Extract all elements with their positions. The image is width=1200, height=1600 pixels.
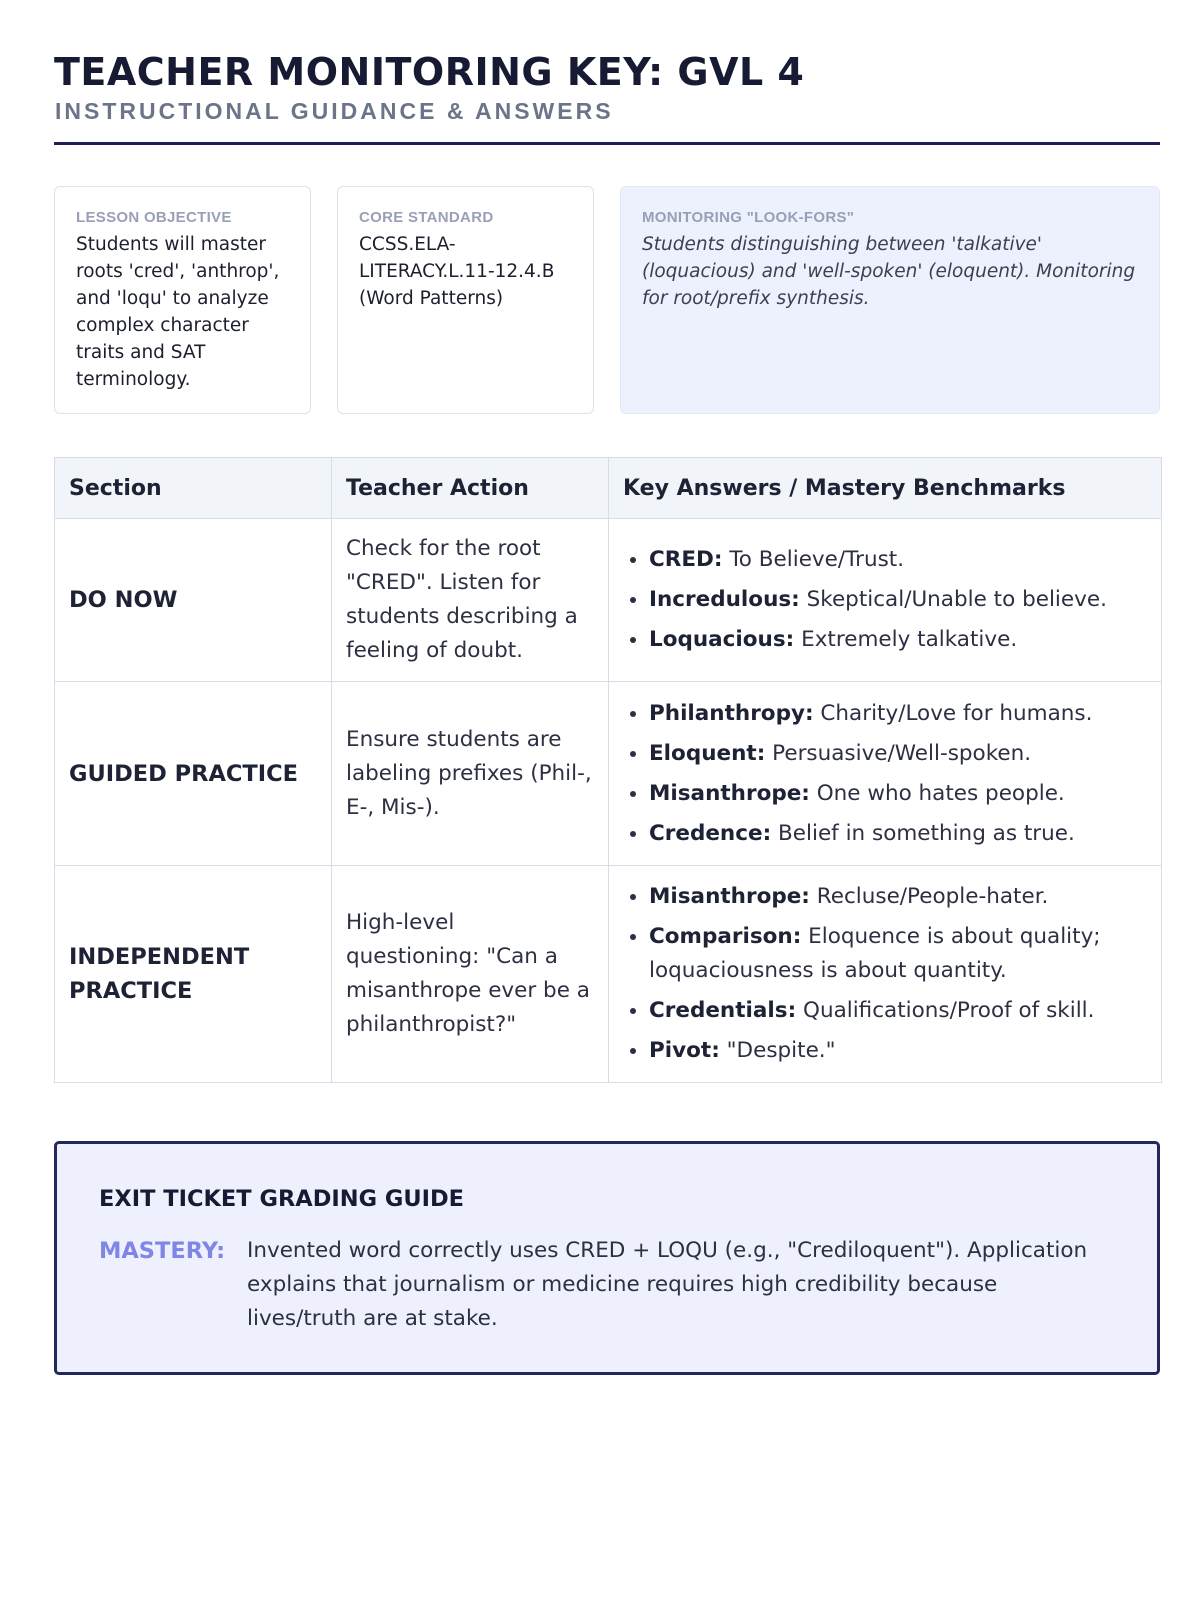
answer-definition: To Believe/Trust.: [729, 547, 905, 572]
teacher-action-cell: Ensure students are labeling prefixes (Phil-, E-, Mis-).: [332, 682, 609, 866]
core-standard-label: CORE STANDARD: [359, 209, 494, 226]
answer-definition: Persuasive/Well-spoken.: [772, 740, 1032, 766]
answer-definition: One who hates people.: [816, 780, 1065, 806]
answer-term: Credence:: [649, 820, 772, 846]
answer-list: [623, 543, 1147, 657]
lesson-objective-text: Students will master roots 'cred', 'anthrop', and 'loqu' to analyze complex character traits and SAT terminology.: [76, 234, 280, 390]
column-header-section: Section: [55, 458, 332, 519]
answer-term: Eloquent:: [649, 740, 766, 766]
header-divider: [54, 142, 1160, 145]
answer-definition: Eloquence is about quality; loquaciousness is about quantity.: [649, 924, 1101, 983]
answer-item: [649, 920, 1147, 988]
answer-item: [649, 737, 1147, 771]
teacher-action-cell: Check for the root "CRED". Listen for students describing a feeling of doubt.: [332, 519, 609, 682]
page-subtitle: INSTRUCTIONAL GUIDANCE & ANSWERS: [55, 98, 614, 124]
look-fors-card: [620, 186, 1160, 414]
key-answers-cell: [609, 519, 1162, 682]
mastery-label: MASTERY:: [99, 1238, 226, 1264]
answer-item: [649, 994, 1147, 1028]
answer-term: Incredulous:: [649, 587, 800, 612]
answer-term: Philanthropy:: [649, 700, 814, 726]
exit-ticket-panel: [54, 1141, 1160, 1375]
look-fors-label: MONITORING "LOOK-FORS": [642, 209, 855, 226]
answer-definition: Recluse/People-hater.: [816, 884, 1049, 909]
answer-item: [649, 543, 1147, 577]
key-answers-cell: [609, 682, 1162, 866]
answer-term: CRED:: [649, 547, 723, 572]
table-header-row: [55, 458, 1162, 519]
monitoring-table: [54, 457, 1162, 1083]
answer-item: [649, 817, 1147, 851]
table-row: [55, 519, 1162, 682]
answer-definition: Skeptical/Unable to believe.: [806, 587, 1107, 612]
answer-item: [649, 583, 1147, 617]
column-header-key-answers: Key Answers / Mastery Benchmarks: [609, 458, 1162, 519]
answer-definition: Qualifications/Proof of skill.: [803, 998, 1095, 1023]
core-standard-card: [337, 186, 594, 414]
answer-term: Comparison:: [649, 924, 802, 949]
lesson-objective-label: LESSON OBJECTIVE: [76, 209, 232, 226]
answer-definition: Extremely talkative.: [801, 627, 1018, 652]
answer-item: [649, 697, 1147, 731]
answer-term: Misanthrope:: [649, 884, 810, 909]
lesson-objective-card: [54, 186, 311, 414]
answer-term: Pivot:: [649, 1038, 720, 1063]
answer-term: Misanthrope:: [649, 780, 810, 806]
table-row: [55, 682, 1162, 866]
table-row: [55, 866, 1162, 1083]
key-answers-cell: [609, 866, 1162, 1083]
answer-item: [649, 880, 1147, 914]
page-title: TEACHER MONITORING KEY: GVL 4: [54, 50, 805, 94]
answer-list: [623, 697, 1147, 851]
answer-definition: Belief in something as true.: [778, 820, 1075, 846]
look-fors-text: Students distinguishing between 'talkative' (loquacious) and 'well-spoken' (eloquent). Monitoring for root/prefix synthesis.: [642, 234, 1136, 309]
answer-item: [649, 777, 1147, 811]
core-standard-text: CCSS.ELA-LITERACY.L.11-12.4.B (Word Patterns): [359, 234, 555, 309]
answer-item: [649, 623, 1147, 657]
section-cell: GUIDED PRACTICE: [55, 682, 332, 866]
answer-term: Loquacious:: [649, 627, 795, 652]
answer-definition: "Despite.": [726, 1038, 836, 1063]
answer-definition: Charity/Love for humans.: [820, 700, 1093, 726]
mastery-text: Invented word correctly uses CRED + LOQU (e.g., "Crediloquent"). Application explains that journalism or medicine requires high credibility because lives/truth are at stake.: [247, 1238, 1088, 1331]
column-header-teacher-action: Teacher Action: [332, 458, 609, 519]
teacher-action-cell: High-level questioning: "Can a misanthrope ever be a philanthropist?": [332, 866, 609, 1083]
answer-list: [623, 880, 1147, 1068]
section-cell: DO NOW: [55, 519, 332, 682]
exit-ticket-title: EXIT TICKET GRADING GUIDE: [99, 1186, 465, 1212]
answer-item: [649, 1034, 1147, 1068]
answer-term: Credentials:: [649, 998, 797, 1023]
section-cell: INDEPENDENT PRACTICE: [55, 866, 332, 1083]
